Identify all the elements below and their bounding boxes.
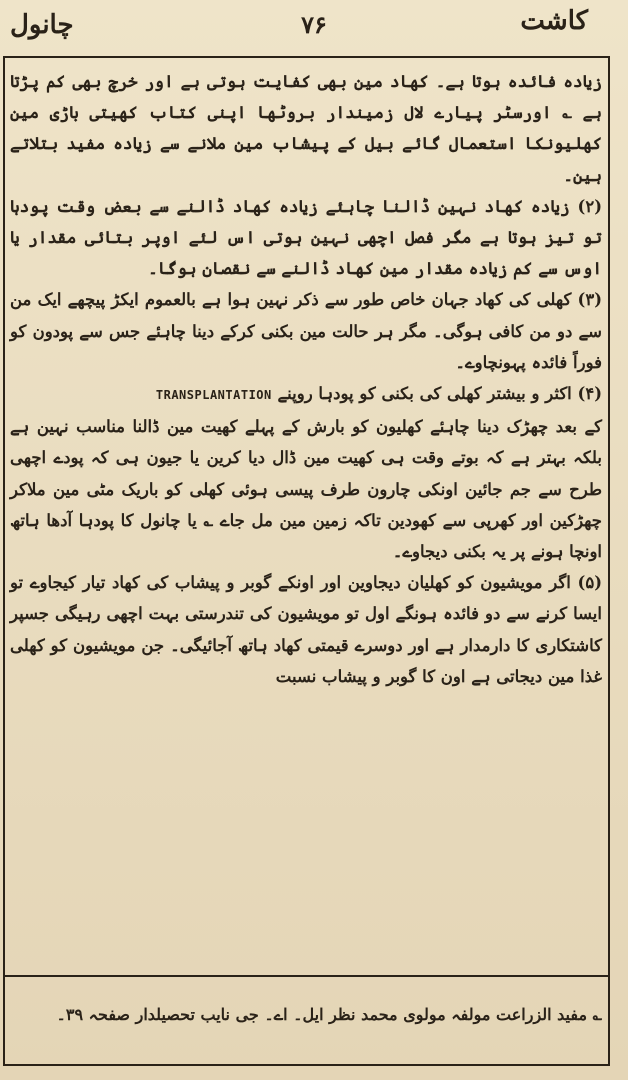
footnote-divider — [3, 975, 610, 977]
paragraph-5: (۵) اگر مویشیون کو کھلیان دیجاوین اور اونکے گوبر و پیشاب کی کھاد تیار کیجاوے تو ایسا کرنے سے دو فائدہ ہونگے اول تو مویشیون کی تندرستی بہت اچھی رہیگی جسپر کاشتکاری کا دارمدار ہے اور دوسرے قیمتی کھاد ہاتھ آجائیگی۔ جن مویشیون کو کھلی غذا مین دیجاتی ہے اون کا گوبر و پیشاب نسبت — [10, 573, 602, 686]
transplantation-label: TRANSPLANTATION — [155, 388, 272, 403]
body-text — [10, 66, 602, 966]
paragraph-1: زیادہ فائدہ ہوتا ہے۔ کھاد مین بھی کفایت ہوتی ہے اور خرچ بھی کم پڑتا ہے ؎ اورسٹر پیارے لال زمیندار بروٹھا اپنی کتاب کھیتی باڑی مین کھلیونکا استعمال گائے بیل کے پیشاب مین ملانے سے زیادہ مفید بتلاتے ہین۔ — [10, 72, 602, 185]
footnote: ؎ مفید الزراعت مولفہ مولوی محمد نظر ایل۔ اے۔ جی نایب تحصیلدار صفحہ ۳۹۔ — [56, 1005, 602, 1024]
paragraph-4-text: (۴) اکثر و بیشتر کھلی کی بکنی کو پودہا روپنے — [277, 384, 602, 404]
header-section-title: کاشت — [520, 6, 588, 36]
paragraph-3: (۳) کھلی کی کھاد جہان خاص طور سے ذکر نہین ہوا ہے بالعموم ایکڑ پیچھے ایک من سے دو من کافی ہوگی۔ مگر ہر حالت مین بکنی کرکے دینا چاہئے جس سے پودون کو فوراً فائدہ پہونچاوے۔ — [10, 290, 602, 372]
paragraph-4-cont: کے بعد چھڑک دینا چاہئے کھلیون کو بارش کے پہلے کھیت مین ڈالنا مناسب نہین ہے بلکہ بہتر ہے کہ بوتے وقت ہی کھیت مین ڈال دیا کرین یا جیون ہی کہ پودے اچھی طرح سے جم جائین اونکی چارون طرف پیسی ہوئی کھلی کو باریک مٹی مین ملاکر چھڑکین اور کھرپی سے کھودین تاکہ زمین مین مل جاے ؎ یا چانول کا پودہا آدھا ہاتھ اونچا ہونے پر یہ بکنی دیجاوے۔ — [10, 417, 602, 562]
page-number: ۷۶ — [301, 10, 327, 39]
paragraph-2: (۲) زیادہ کھاد نہین ڈالنا چاہئے زیادہ کھاد ڈالنے سے بعض وقت پودہا تو تیز ہوتا ہے مگر فصل اچھی نہین ہوتی اس لئے اوپر بتائی مقدار یا اوس سے کم زیادہ مقدار مین کھاد ڈالنے سے نقصان ہوگا۔ — [10, 196, 602, 279]
paragraph-4 — [10, 378, 602, 411]
page-header — [0, 0, 628, 54]
header-chapter-title: چانول — [10, 10, 74, 40]
